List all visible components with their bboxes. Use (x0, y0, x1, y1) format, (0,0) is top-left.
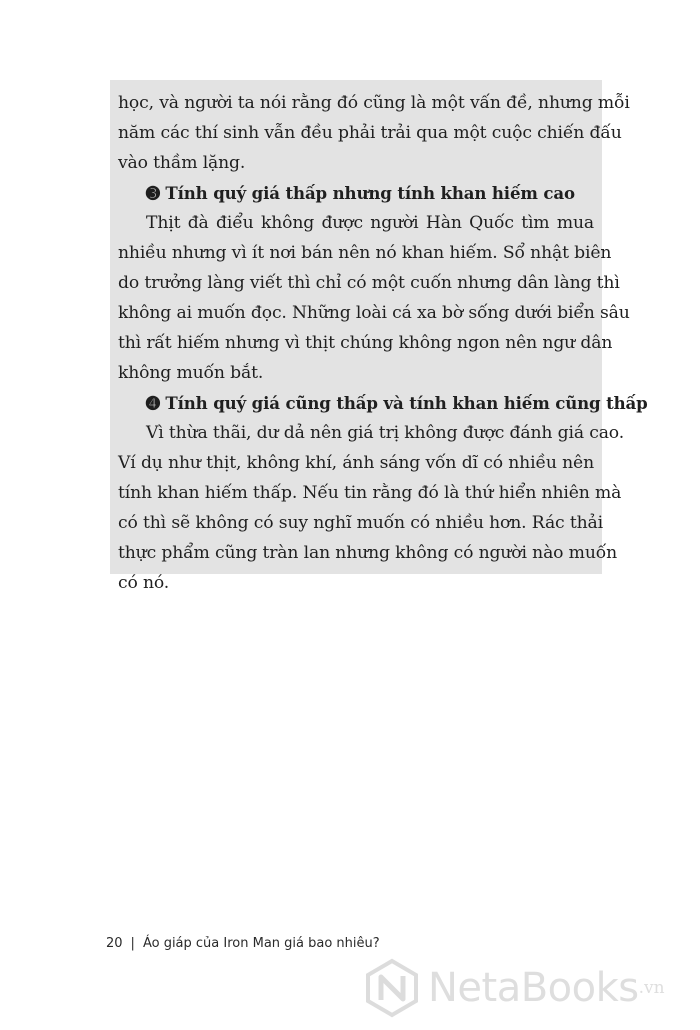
text-line: vào thầm lặng. (118, 153, 246, 173)
text-line: năm các thí sinh vẫn đều phải trải qua một cuộc chiến đấu (118, 123, 622, 143)
text-line: do trưởng làng viết thì chỉ có một cuốn nhưng dân làng thì (118, 273, 620, 293)
page-footer (106, 936, 380, 951)
text-line: học, và người ta nói rằng đó cũng là một vấn đề, nhưng mỗi (118, 93, 630, 113)
watermark-suffix: .vn (638, 978, 665, 998)
text-line: không muốn bắt. (118, 363, 264, 383)
watermark (362, 958, 665, 1018)
section-heading: ➍ Tính quý giá cũng thấp và tính khan hiếm cũng thấp (146, 393, 648, 413)
netabooks-logo-icon (362, 958, 422, 1018)
footer-separator: | (130, 936, 135, 951)
text-line: có thì sẽ không có suy nghĩ muốn có nhiều hơn. Rác thải (118, 513, 603, 533)
section-heading: ➌ Tính quý giá thấp nhưng tính khan hiếm cao (146, 183, 575, 203)
watermark-brand: NetaBooks (428, 965, 639, 1011)
text-line: Ví dụ như thịt, không khí, ánh sáng vốn dĩ có nhiều nên (118, 453, 594, 473)
text-line: tính khan hiếm thấp. Nếu tin rằng đó là thứ hiển nhiên mà (118, 483, 622, 503)
text-line: thực phẩm cũng tràn lan nhưng không có người nào muốn (118, 543, 618, 563)
text-line: có nó. (118, 573, 170, 593)
text-line: nhiều nhưng vì ít nơi bán nên nó khan hiếm. Sổ nhật biên (118, 243, 612, 263)
book-title: Áo giáp của Iron Man giá bao nhiêu? (142, 936, 380, 951)
page-number: 20 (106, 936, 123, 951)
text-line: thì rất hiếm nhưng vì thịt chúng không ngon nên ngư dân (118, 333, 613, 353)
text-line: Vì thừa thãi, dư dả nên giá trị không được đánh giá cao. (146, 423, 625, 443)
text-line: Thịt đà điểu không được người Hàn Quốc tìm mua (146, 213, 594, 233)
text-line: không ai muốn đọc. Những loài cá xa bờ sống dưới biển sâu (118, 303, 630, 323)
